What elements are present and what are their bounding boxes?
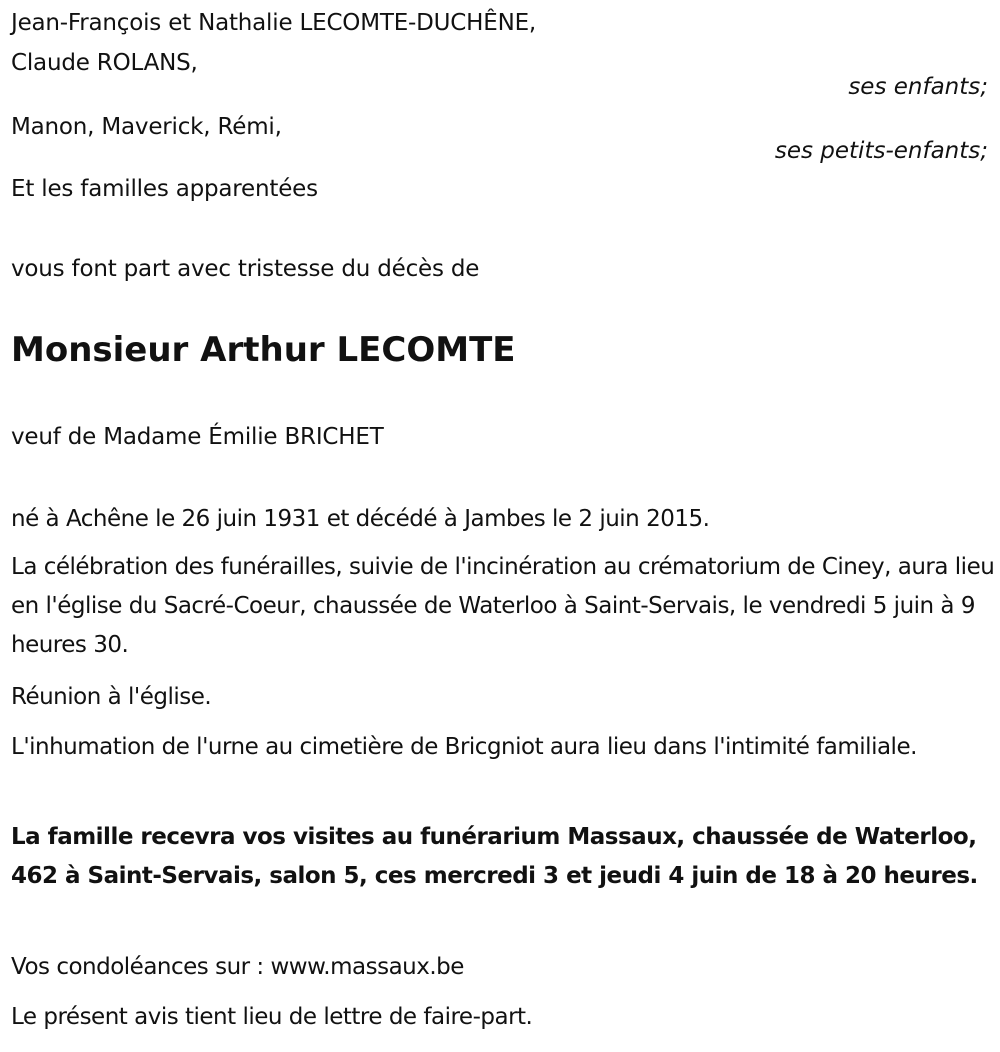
- children-names-line-2: Claude ROLANS,: [11, 50, 198, 76]
- condolences-line: Vos condoléances sur : www.massaux.be: [11, 954, 464, 980]
- funeral-ceremony-paragraph: La célébration des funérailles, suivie de l'incinération au crématorium de Ciney, aura lieu en l'église du Sacré-Coeur, chaussée de Waterloo à Saint-Servais, le vendredi 5 juin à 9 heures 30.: [11, 554, 995, 658]
- meeting-paragraph: Réunion à l'église.: [11, 684, 212, 710]
- notice-line: Le présent avis tient lieu de lettre de faire-part.: [11, 1004, 533, 1030]
- burial-paragraph: L'inhumation de l'urne au cimetière de Bricgniot aura lieu dans l'intimité familiale.: [11, 734, 917, 760]
- visits-paragraph: La famille recevra vos visites au funérarium Massaux, chaussée de Waterloo, 462 à Saint-Servais, salon 5, ces mercredi 3 et jeudi 4 juin de 18 à 20 heures.: [11, 824, 978, 889]
- children-role-label: ses enfants;: [848, 74, 988, 100]
- announcement-intro: vous font part avec tristesse du décès de: [11, 256, 480, 282]
- related-families: Et les familles apparentées: [11, 176, 318, 202]
- birth-death-line: né à Achêne le 26 juin 1931 et décédé à Jambes le 2 juin 2015.: [11, 506, 710, 532]
- grandchildren-role-label: ses petits-enfants;: [774, 138, 988, 164]
- spouse-line: veuf de Madame Émilie BRICHET: [11, 424, 384, 450]
- grandchildren-names: Manon, Maverick, Rémi,: [11, 114, 282, 140]
- deceased-name: Monsieur Arthur LECOMTE: [11, 330, 516, 370]
- children-names-line-1: Jean-François et Nathalie LECOMTE-DUCHÊNE,: [11, 10, 537, 36]
